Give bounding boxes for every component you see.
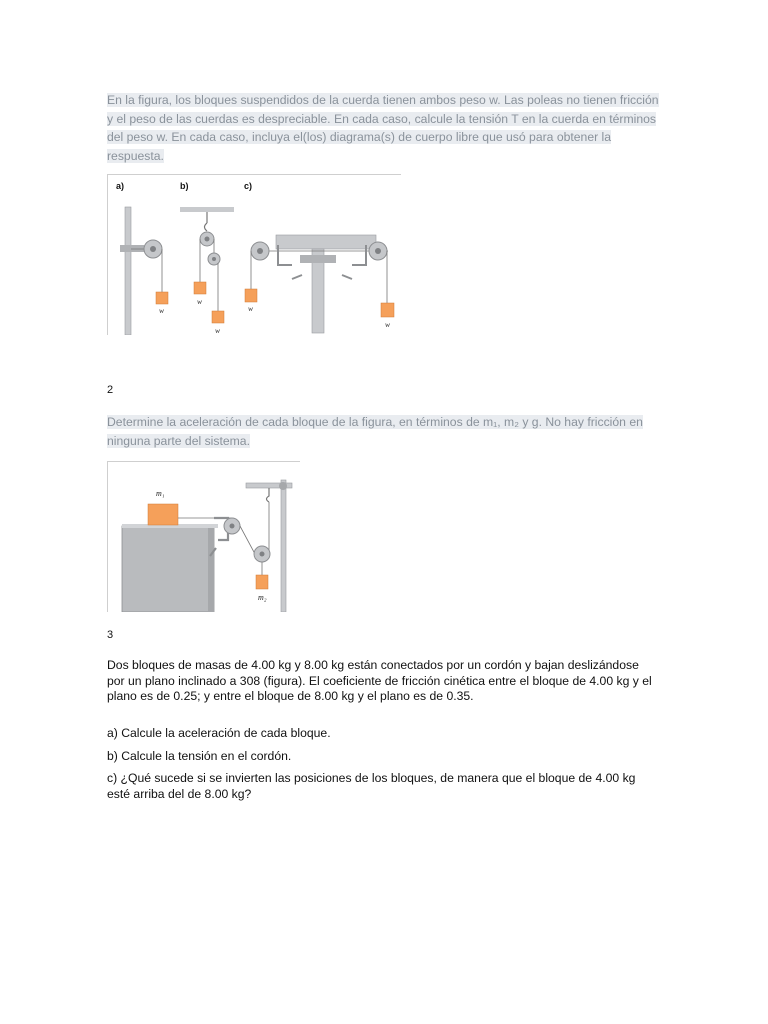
- panel-a-diagram: [120, 207, 168, 335]
- weight-label-b-upper: w: [197, 297, 203, 306]
- panel-c-diagram: [245, 235, 394, 333]
- m1-label: m₁: [156, 489, 165, 498]
- m2-label: m₂: [258, 593, 267, 602]
- problem3-text: Dos bloques de masas de 4.00 kg y 8.00 kg están conectados por un cordón y bajan deslizándose por un plano inclinado a 308 (figura). El coeficiente de fricción cinética entre el bloque de 4.00 kg y el plano es de 0.25; y entre el bloque de 8.00 kg y el plano es de 0.35.: [107, 658, 652, 703]
- block-b-upper: [194, 282, 206, 294]
- problem3-part-a: a) Calcule la aceleración de cada bloque.: [107, 726, 331, 740]
- block-c-right: [381, 303, 394, 317]
- block-m1: [148, 504, 178, 525]
- problem1-text: [107, 91, 667, 165]
- problem2-text: [107, 413, 667, 450]
- problem1-highlight: En la figura, los bloques suspendidos de la cuerda tienen ambos peso w. Las poleas no tienen fricción y el peso de las cuerdas es despreciable. En cada caso, calcule la tensión T en la cuerda en términos del peso w. En cada caso, incluya el(los) diagrama(s) de cuerpo libre que usó para obtener la respuesta.: [107, 93, 659, 163]
- panel-b-label: b): [180, 181, 189, 191]
- problem2-highlight: Determine la aceleración de cada bloque de la figura, en términos de m₁, m₂ y g. No hay fricción en ninguna parte del sistema.: [107, 415, 643, 448]
- problem2-number: 2: [107, 384, 114, 396]
- figure-2: [107, 461, 300, 612]
- block-b-lower: [212, 311, 224, 323]
- panel-a-label: a): [116, 181, 125, 191]
- weight-label-c-right: w: [385, 320, 391, 329]
- weight-label-a: w: [159, 306, 165, 315]
- weight-label-c-left: w: [248, 304, 254, 313]
- problem3-part-b: b) Calcule la tensión en el cordón.: [107, 749, 292, 763]
- block-c-left: [245, 289, 257, 302]
- block-a: [156, 292, 168, 304]
- panel-c-label: c): [244, 181, 253, 191]
- table: [122, 526, 214, 612]
- problem3-part-c: c) ¿Qué sucede si se invierten las posiciones de los bloques, de manera que el bloque de 4.00 kg esté arriba del de 8.00 kg?: [107, 771, 636, 801]
- weight-label-b-lower: w: [215, 326, 221, 335]
- panel-b-diagram: [180, 207, 234, 335]
- figure-1: [107, 174, 401, 335]
- block-m2: [256, 575, 268, 589]
- problem3-number: 3: [107, 629, 114, 641]
